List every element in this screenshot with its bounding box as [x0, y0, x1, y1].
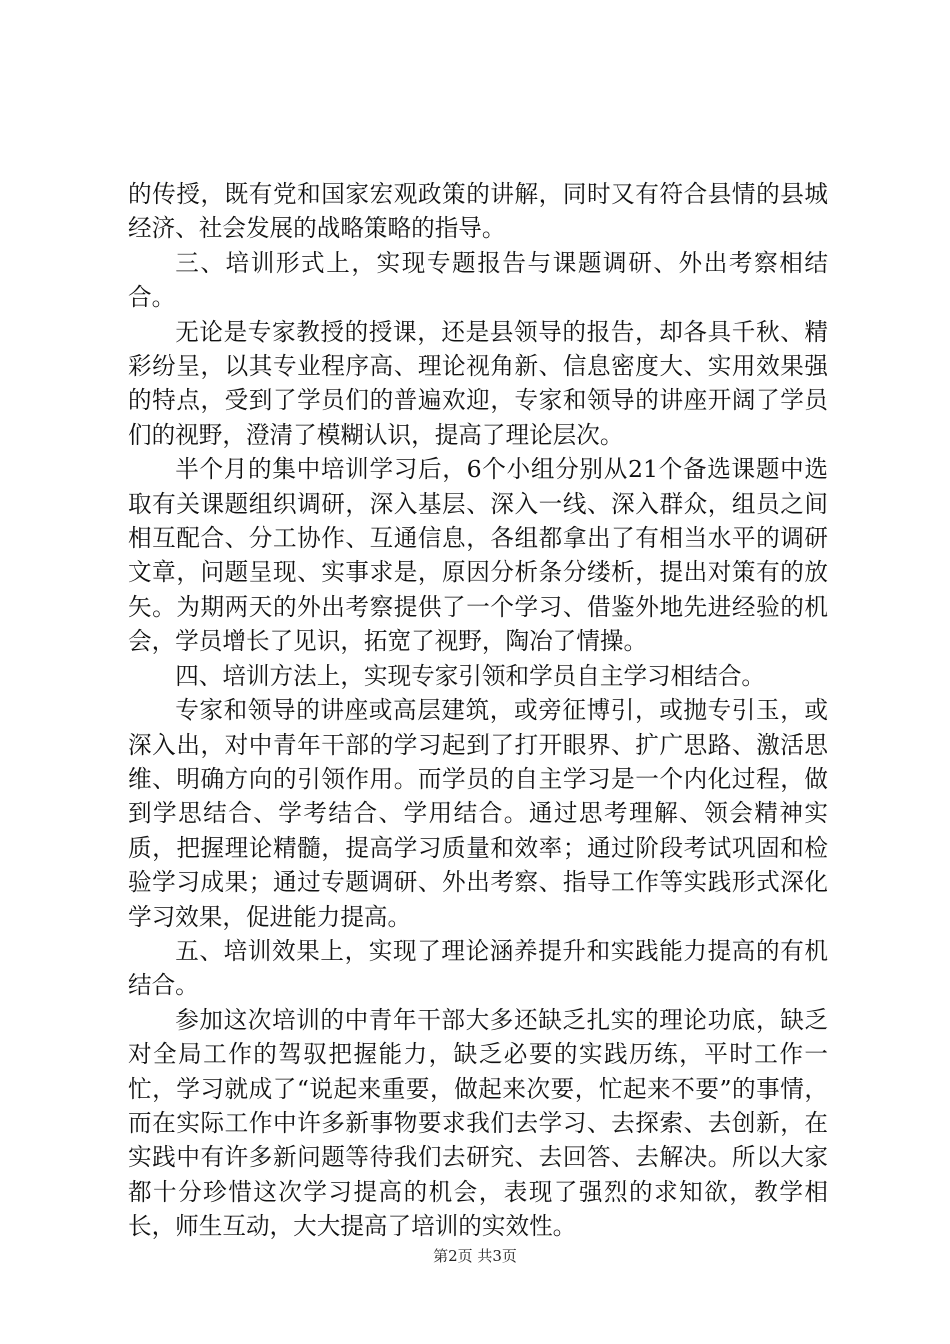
document-body	[128, 177, 828, 1244]
paragraph-5: 四、培训方法上，实现专家引领和学员自主学习相结合。	[175, 661, 766, 690]
paragraph-6: 专家和领导的讲座或高层建筑，或旁征博引，或抛专引玉，或深入出，对中青年干部的学习起到了打开眼界、扩广思路、激活思维、明确方向的引领作用。而学员的自主学习是一个内化过程，做到学思结合、学考结合、学用结合。通过思考理解、领会精神实质，把握理论精髓，提高学习质量和效率；通过阶段考试巩固和检验学习成果；通过专题调研、外出考察、指导工作等实践形式深化学习效果，促进能力提高。	[128, 696, 828, 931]
paragraph-8: 参加这次培训的中青年干部大多还缺乏扎实的理论功底，缺乏对全局工作的驾驭把握能力，缺乏必要的实践历练，平时工作一忙，学习就成了“说起来重要，做起来次要，忙起来不要”的事情，而在实际工作中许多新事物要求我们去学习、去探索、去创新，在实践中有许多新问题等待我们去研究、去回答、去解决。所以大家都十分珍惜这次学习提高的机会，表现了强烈的求知欲，教学相长，师生互动，大大提高了培训的实效性。	[128, 1005, 828, 1241]
paragraph-3: 无论是专家教授的授课，还是县领导的报告，却各具千秋、精彩纷呈，以其专业程序高、理论视角新、信息密度大、实用效果强的特点，受到了学员们的普遍欢迎，专家和领导的讲座开阔了学员们的视野，澄清了模糊认识，提高了理论层次。	[128, 317, 828, 449]
paragraph-2: 三、培训形式上，实现专题报告与课题调研、外出考察相结合。	[128, 248, 828, 312]
paragraph-1: 的传授，既有党和国家宏观政策的讲解，同时又有符合县情的县城经济、社会发展的战略策略的指导。	[128, 180, 828, 243]
page-number-footer: 第2页 共3页	[433, 1247, 517, 1265]
paragraph-4: 半个月的集中培训学习后，6个小组分别从21个备选课题中选取有关课题组织调研，深入基层、深入一线、深入群众，组员之间相互配合、分工协作、互通信息，各组都拿出了有相当水平的调研文章，问题呈现、实事求是，原因分析条分缕析，提出对策有的放矢。为期两天的外出考察提供了一个学习、借鉴外地先进经验的机会，学员增长了见识，拓宽了视野，陶冶了情操。	[128, 455, 828, 656]
paragraph-7: 五、培训效果上，实现了理论涵养提升和实践能力提高的有机结合。	[128, 936, 828, 1000]
